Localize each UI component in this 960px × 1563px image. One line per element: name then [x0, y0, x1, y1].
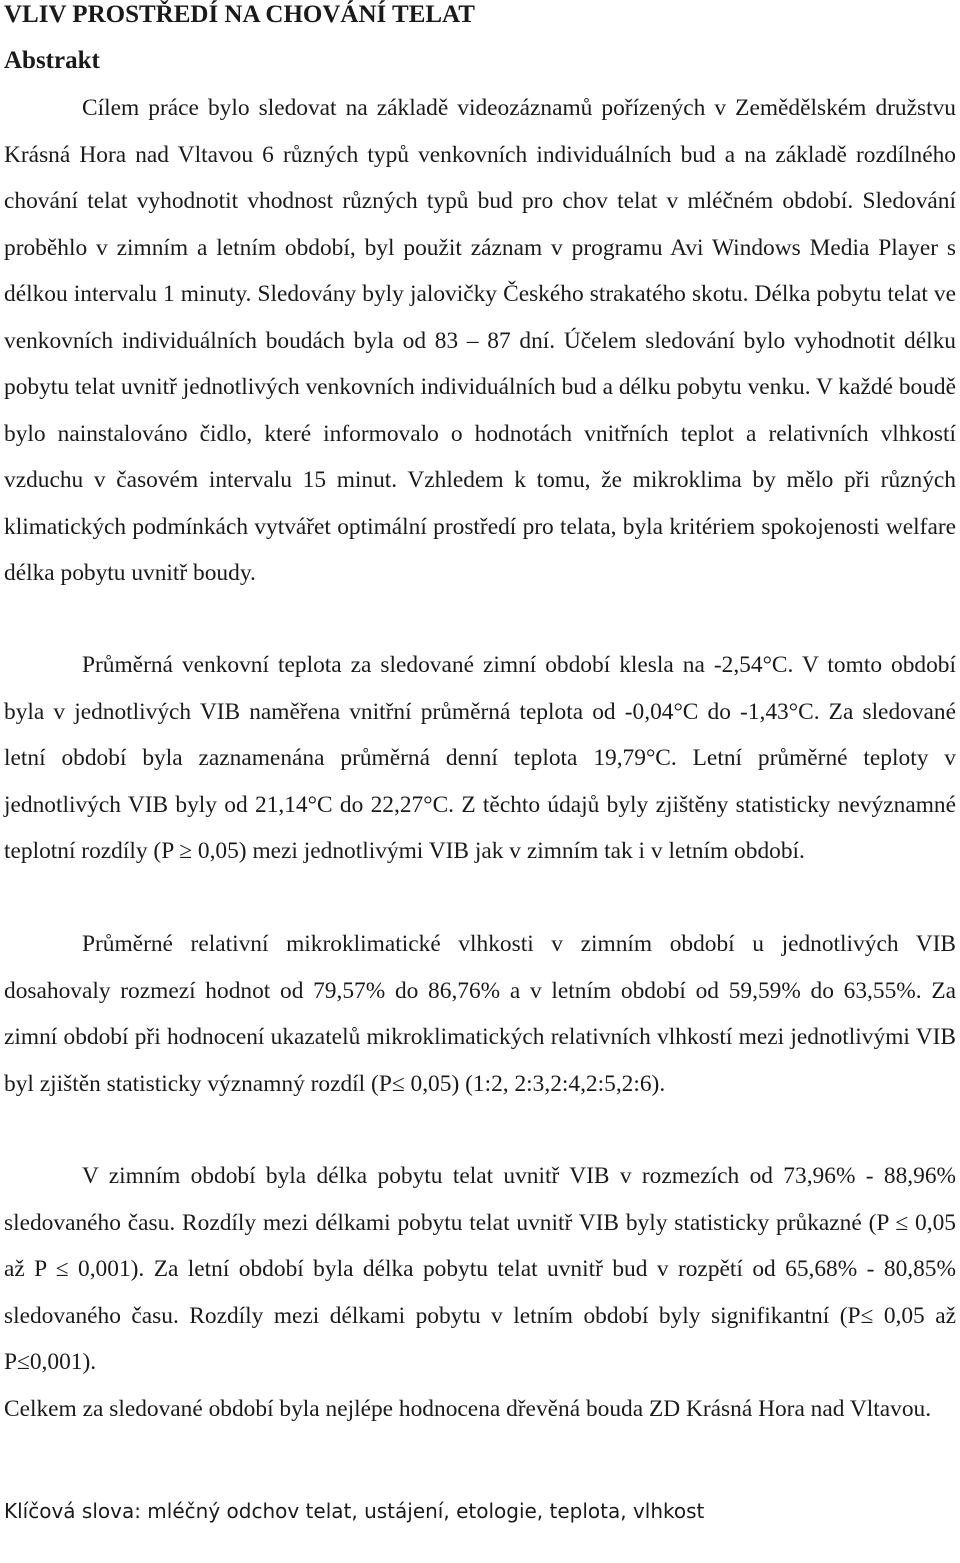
abstract-paragraph-1: Cílem práce bylo sledovat na základě videozáznamů pořízených v Zemědělském družstvu Krásná Hora nad Vltavou 6 různých typů venkovních individuálních bud a na základě rozdílného chování telat vyhodnotit vhodnost různých typů bud pro chov telat v mléčném období. Sledování proběhlo v zimním a letním období, byl použit záznam v programu Avi Windows Media Player s délkou intervalu 1 minuty. Sledovány byly jalovičky Českého strakatého skotu. Délka pobytu telat ve venkovních individuálních boudách byla od 83 – 87 dní. Účelem sledování bylo vyhodnotit délku pobytu telat uvnitř jednotlivých venkovních individuálních bud a délku pobytu venku. V každé boudě bylo nainstalováno čidlo, které informovalo o hodnotách vnitřních teplot a relativních vlhkostí vzduchu v časovém intervalu 15 minut. Vzhledem k tomu, že mikroklima by mělo při různých klimatických podmínkách vytvářet optimální prostředí pro telata, byla kritériem spokojenosti welfare délka pobytu uvnitř boudy.: [4, 95, 956, 586]
abstract-paragraph-3: Průměrné relativní mikroklimatické vlhkosti v zimním období u jednotlivých VIB dosahovaly rozmezí hodnot od 79,57% do 86,76% a v letním období od 59,59% do 63,55%. Za zimní období při hodnocení ukazatelů mikroklimatických relativních vlhkostí mezi jednotlivými VIB byl zjištěn statisticky významný rozdíl (P≤ 0,05) (1:2, 2:3,2:4,2:5,2:6).: [4, 931, 956, 1097]
abstract-paragraph-5: Celkem za sledované období byla nejlépe hodnocena dřevěná bouda ZD Krásná Hora nad Vltavou.: [4, 1396, 932, 1422]
document-title: VLIV PROSTŘEDÍ NA CHOVÁNÍ TELAT: [4, 1, 475, 28]
keywords-line: Klíčová slova: mléčný odchov telat, ustájení, etologie, teplota, vlhkost: [4, 1499, 705, 1523]
abstract-paragraph-2: Průměrná venkovní teplota za sledované zimní období klesla na -2,54°C. V tomto období byla v jednotlivých VIB naměřena vnitřní průměrná teplota od -0,04°C do -1,43°C. Za sledované letní období byla zaznamenána průměrná denní teplota 19,79°C. Letní průměrné teploty v jednotlivých VIB byly od 21,14°C do 22,27°C. Z těchto údajů byly zjištěny statisticky nevýznamné teplotní rozdíly (P ≥ 0,05) mezi jednotlivými VIB jak v zimním tak i v letním období.: [4, 652, 956, 864]
abstract-paragraph-4: V zimním období byla délka pobytu telat uvnitř VIB v rozmezích od 73,96% - 88,96% sledovaného času. Rozdíly mezi délkami pobytu telat uvnitř VIB byly statisticky průkazné (P ≤ 0,05 až P ≤ 0,001). Za letní období byla délka pobytu telat uvnitř bud v rozpětí od 65,68% - 80,85% sledovaného času. Rozdíly mezi délkami pobytu v letním období byly signifikantní (P≤ 0,05 až P≤0,001).: [4, 1163, 956, 1375]
abstract-heading: Abstrakt: [4, 47, 100, 74]
